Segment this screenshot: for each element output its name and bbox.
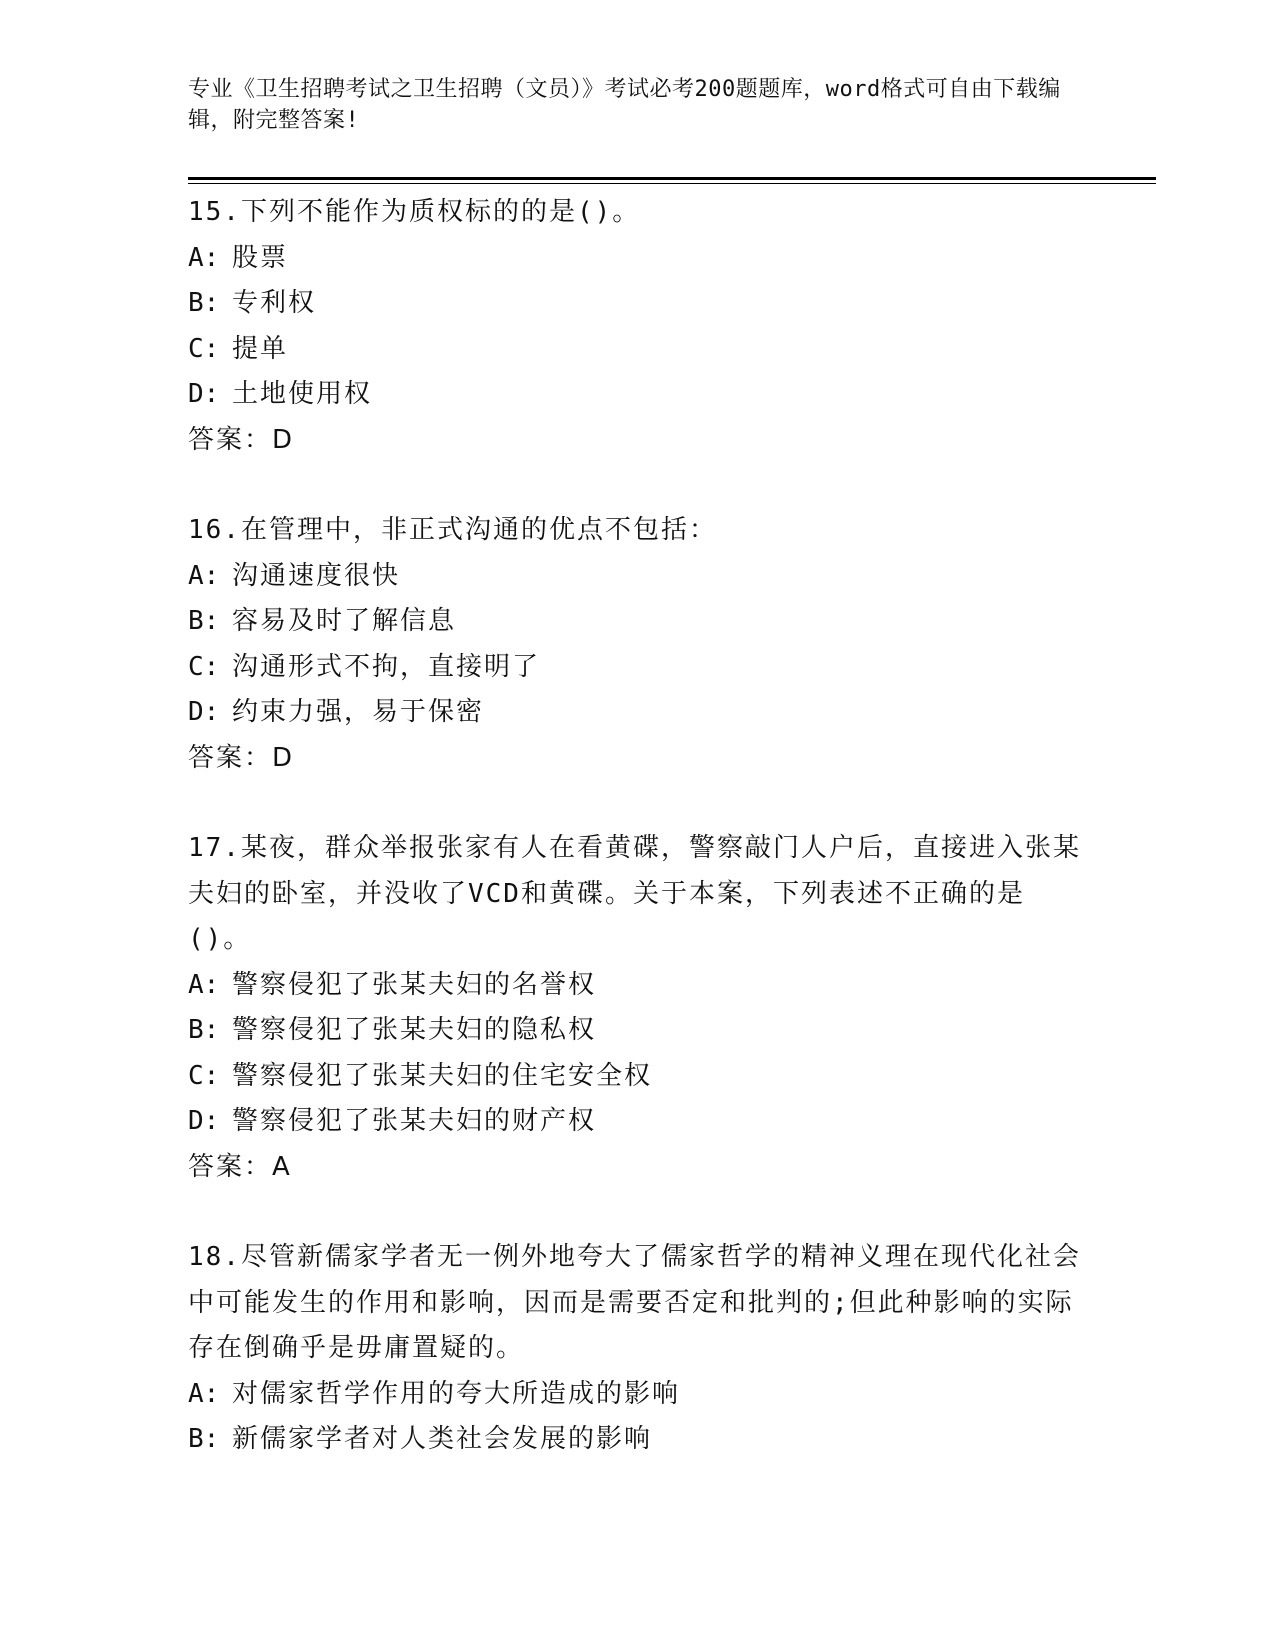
- question-18: [188, 1235, 1088, 1463]
- option-label: D:: [188, 697, 220, 727]
- option-label: C:: [188, 651, 220, 682]
- option-label: B:: [188, 288, 220, 318]
- answer-line: 答案：D: [188, 742, 295, 773]
- option-b: [188, 599, 1088, 645]
- option-text: 沟通形式不拘，直接明了: [232, 651, 541, 682]
- option-b: [188, 1417, 1088, 1463]
- option-label: D:: [188, 379, 220, 409]
- option-c: [188, 645, 1088, 691]
- question-16: [188, 508, 1088, 781]
- option-d: [188, 690, 1088, 736]
- option-a: [188, 1372, 1088, 1418]
- option-text: 股票: [232, 242, 289, 273]
- option-a: [188, 963, 1088, 1009]
- option-label: B:: [188, 1015, 220, 1045]
- option-label: B:: [188, 606, 220, 636]
- option-c: [188, 1054, 1088, 1100]
- option-b: [188, 281, 1088, 327]
- option-label: A:: [188, 1378, 220, 1409]
- option-text: 警察侵犯了张某夫妇的财产权: [232, 1106, 597, 1136]
- option-text: 约束力强，易于保密: [232, 697, 485, 727]
- question-text: 16.在管理中，非正式沟通的优点不包括：: [188, 515, 717, 545]
- question-list: [188, 190, 1088, 1508]
- option-text: 沟通速度很快: [232, 560, 401, 591]
- question-text: 15.下列不能作为质权标的的是()。: [188, 197, 641, 227]
- option-text: 警察侵犯了张某夫妇的名誉权: [232, 969, 597, 1000]
- answer-line: 答案：D: [188, 424, 295, 455]
- option-label: B:: [188, 1424, 220, 1454]
- option-a: [188, 554, 1088, 600]
- option-label: A:: [188, 242, 220, 273]
- option-label: C:: [188, 1060, 220, 1091]
- option-c: [188, 327, 1088, 373]
- option-d: [188, 372, 1088, 418]
- option-text: 提单: [232, 333, 289, 364]
- option-d: [188, 1099, 1088, 1145]
- question-text: 18.尽管新儒家学者无一例外地夸大了儒家哲学的精神义理在现代化社会中可能发生的作用和影响，因而是需要否定和批判的;但此种影响的实际存在倒确乎是毋庸置疑的。: [188, 1242, 1081, 1363]
- option-text: 警察侵犯了张某夫妇的隐私权: [232, 1015, 597, 1045]
- option-label: D:: [188, 1106, 220, 1136]
- document-header: 专业《卫生招聘考试之卫生招聘（文员）》考试必考200题题库，word格式可自由下载编辑，附完整答案!: [188, 77, 1061, 133]
- header-divider-thin: [188, 183, 1156, 184]
- header-divider-thick: [188, 177, 1156, 180]
- option-text: 土地使用权: [232, 379, 373, 409]
- option-b: [188, 1008, 1088, 1054]
- option-text: 警察侵犯了张某夫妇的住宅安全权: [232, 1060, 653, 1091]
- option-text: 对儒家哲学作用的夸大所造成的影响: [232, 1378, 681, 1409]
- option-a: [188, 236, 1088, 282]
- question-15: [188, 190, 1088, 463]
- answer-line: 答案：A: [188, 1151, 292, 1182]
- question-text: 17.某夜，群众举报张家有人在看黄碟，警察敲门人户后，直接进入张某夫妇的卧室，并没收了VCD和黄碟。关于本案，下列表述不正确的是()。: [188, 833, 1081, 954]
- question-17: [188, 826, 1088, 1190]
- option-label: C:: [188, 333, 220, 364]
- option-text: 新儒家学者对人类社会发展的影响: [232, 1424, 653, 1454]
- option-label: A:: [188, 969, 220, 1000]
- option-text: 容易及时了解信息: [232, 606, 457, 636]
- option-label: A:: [188, 560, 220, 591]
- option-text: 专利权: [232, 288, 317, 318]
